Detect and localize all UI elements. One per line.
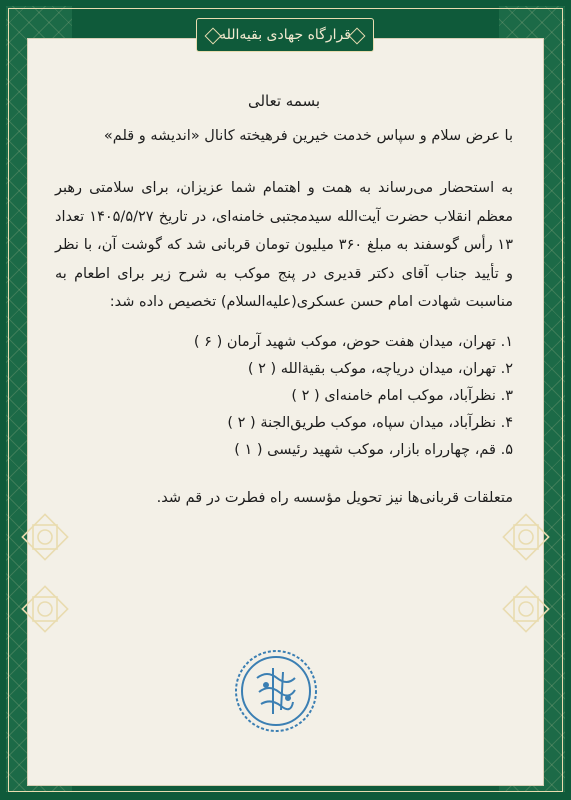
left-knot-ornament-icon — [16, 508, 74, 566]
letter-title: بسمه تعالی — [247, 92, 321, 110]
right-knot-ornament-icon — [497, 508, 555, 566]
mawkib-list — [55, 329, 513, 464]
right-knot-ornament-icon-2 — [497, 580, 555, 638]
letter-body: به استحضار می‌رساند به همت و اهتمام شما عزیزان، برای سلامتی رهبر معظم انقلاب حضرت آیت‌الله سیدمجتبی خامنه‌ای، در تاریخ ۱۴۰۵/۵/۲۷ تعداد ۱۳ رأس گوسفند به مبلغ ۳۶۰ میلیون تومان قربانی شد که گوشت آن، با نظر و تأیید جناب آقای دکتر قدیری در پنج موکب به شرح زیر برای اطعام به مناسبت شهادت امام حسن عسکری(علیه‌السلام) تخصیص داده شد: — [55, 180, 513, 310]
left-knot-ornament-icon-2 — [16, 580, 74, 638]
letter-closing: متعلقات قربانی‌ها نیز تحویل مؤسسه راه فطرت در قم شد. — [156, 489, 513, 506]
letter-salutation: با عرض سلام و سپاس خدمت خیرین فرهیخته کانال «اندیشه و قلم» — [103, 128, 513, 144]
list-item: ۳. نظرآباد، موکب امام خامنه‌ای ( ۲ ) — [291, 387, 513, 404]
list-item: ۲. تهران، میدان دریاچه، موکب بقیة‌الله ( ۲ ) — [247, 360, 513, 377]
header-banner — [196, 18, 374, 52]
diamond-ornament-icon — [349, 28, 366, 45]
list-item: ۱. تهران، میدان هفت حوض، موکب شهید آرمان ( ۶ ) — [193, 333, 513, 350]
calligraphy-seal-icon — [233, 648, 319, 734]
list-item: ۴. نظرآباد، میدان سپاه، موکب طریق‌الجنة ( ۲ ) — [227, 414, 513, 431]
letter-content — [55, 92, 513, 506]
list-item: ۵. قم، چهارراه بازار، موکب شهید رئیسی ( ۱ ) — [234, 441, 513, 458]
header-title: قرارگاه جهادی بقیه‌الله — [219, 27, 351, 43]
